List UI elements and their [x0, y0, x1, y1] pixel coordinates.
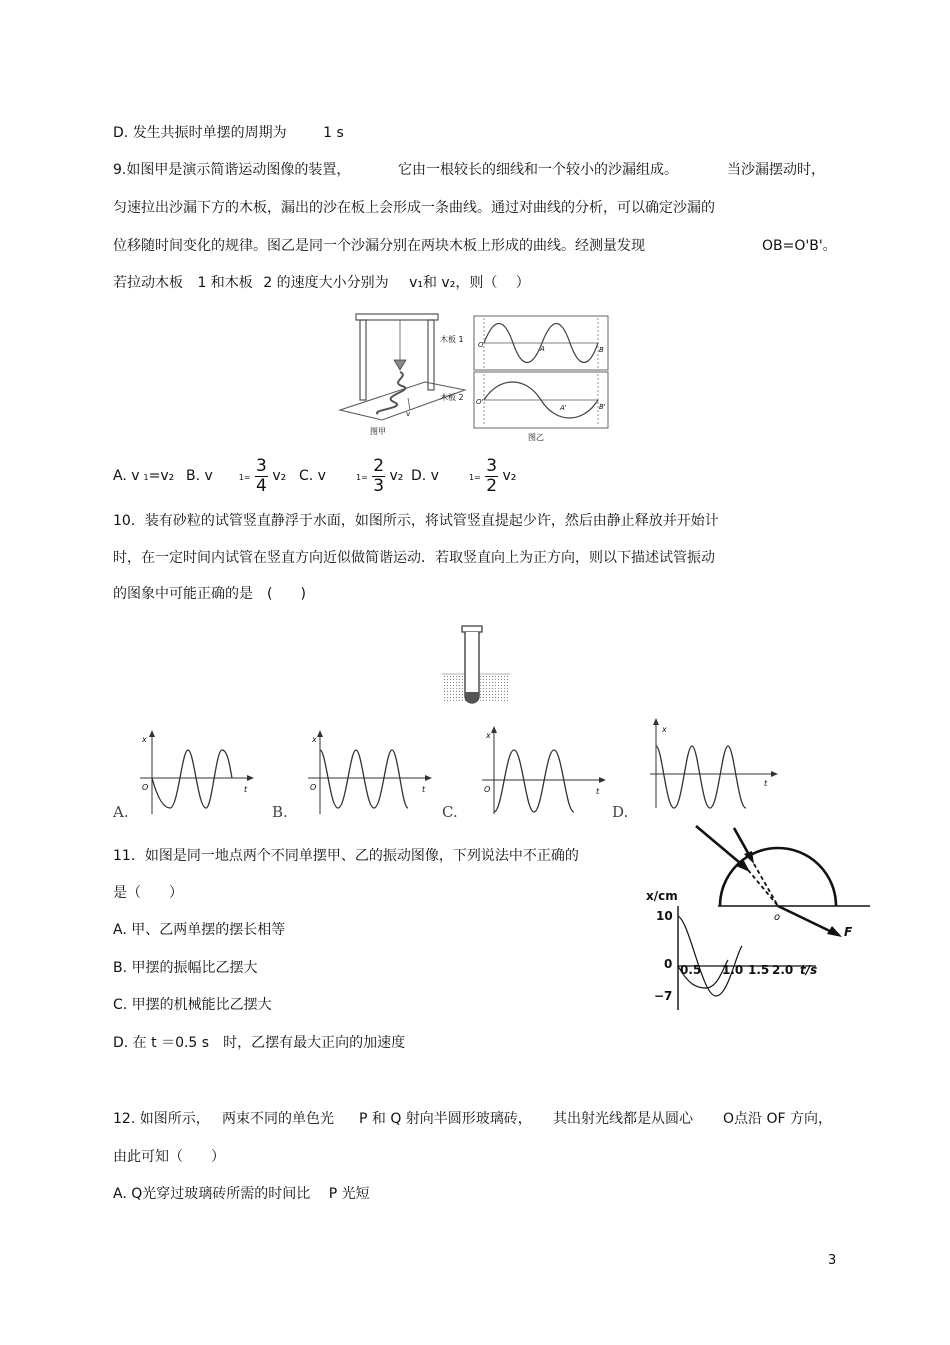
q9-option-c-fraction [372, 457, 385, 496]
q9-number: 9. [113, 162, 127, 178]
q10-graph-c-origin: O [484, 785, 491, 794]
q9-option-d-den: 2 [486, 475, 498, 496]
q9-fig-yi-caption: 图乙 [528, 433, 544, 442]
q9-option-b-label: B. v [186, 468, 213, 484]
q11-option-d: D. 在 t ＝0.5 s 时，乙摆有最大正向的加速度 [113, 1035, 406, 1051]
q9-option-b-eq: = [243, 473, 251, 482]
q9-option-d-tail: v₂ [502, 468, 517, 484]
q9-board1-label: 木板 1 [440, 335, 464, 344]
q8-option-d-label: D. [113, 125, 129, 141]
q10-line3: 的图象中可能正确的是 ( ) [113, 586, 306, 602]
q9-line4a: 若拉动木板 [113, 275, 183, 291]
q9-point-o: O [478, 341, 484, 349]
q9-line3b: OB=O'B'。 [762, 238, 837, 254]
q9-line1c: 当沙漏摆动时， [727, 162, 825, 178]
q9-line4 [113, 274, 530, 292]
q9-option-b-sub: 1 [238, 473, 244, 482]
q9-option-a-sub: 1 [143, 473, 149, 482]
q10-graph-b-t: t [422, 785, 426, 794]
q11-graph-y-bottom: −7 [654, 989, 673, 1003]
q9-fig-jia-caption: 图甲 [370, 427, 386, 436]
q9-line2: 匀速拉出沙漏下方的木板，漏出的沙在板上会形成一条曲线。通过对曲线的分析，可以确定沙漏的 [113, 200, 715, 216]
q10-option-d-label: D. [612, 803, 629, 821]
q9-option-c-num: 2 [373, 455, 385, 476]
q11-vibration-graph [644, 884, 820, 1014]
q12-center-o: o [774, 912, 781, 923]
q9-point-a2: A' [560, 404, 567, 412]
q10-line2: 时，在一定时间内试管在竖直方向近似做简谐运动．若取竖直向上为正方向，则以下描述试管振动 [113, 550, 715, 566]
q11-graph-tick-1-0: 1.0 [722, 963, 744, 977]
q9-line3a: 位移随时间变化的规律。图乙是同一个沙漏分别在两块木板上形成的曲线。经测量发现 [113, 238, 645, 254]
q9-line1a: 如图甲是演示简谐运动图像的装置， [126, 162, 351, 178]
q9-point-b: B [599, 346, 604, 354]
q10-option-c-label: C. [442, 803, 458, 821]
q9-option-d-label: D. v [411, 468, 439, 484]
q10-line1: 10．装有砂粒的试管竖直静浮于水面，如图所示，将试管竖直提起少许，然后由静止释放并开始计 [113, 513, 719, 529]
q9-line4b: 1 和木板 [197, 275, 253, 291]
q8-option-d-value: 1 s [323, 125, 344, 141]
q9-line4d: v₁和 v₂，则（ ） [409, 275, 530, 291]
q9-figure-yi [436, 312, 612, 442]
q11-option-a: A. 甲、乙两单摆的摆长相等 [113, 922, 286, 938]
q9-option-a-label: A. v [113, 468, 140, 484]
q10-graph-d [650, 716, 780, 812]
q9-velocity-label: v [406, 410, 411, 418]
q9-option-b-num: 3 [256, 455, 267, 476]
page-number: 3 [828, 1253, 837, 1268]
q9-point-b2: B' [599, 403, 606, 411]
q11-option-c: C. 甲摆的机械能比乙摆大 [113, 997, 272, 1013]
q10-graph-c-t: t [596, 787, 600, 796]
q10-graph-b-x: x [312, 735, 317, 744]
q10-graph-a-t: t [244, 785, 248, 794]
q9-option-c-tail: v₂ [389, 468, 404, 484]
q9-option-d-fraction [485, 457, 498, 496]
q10-option-a-label: A. [113, 803, 129, 821]
q9-option-b-tail: v₂ [272, 468, 287, 484]
q9-option-c-label: C. v [299, 468, 326, 484]
q12-option-a: A. Q光穿过玻璃砖所需的时间比 P 光短 [113, 1186, 370, 1202]
q9-line4c: 2 的速度大小分别为 [263, 275, 389, 291]
q9-board2-label: 木板 2 [440, 393, 464, 402]
q9-line1b: 它由一根较长的细线和一个较小的沙漏组成。 [398, 162, 678, 178]
q12-line1e: O点沿 OF 方向， [723, 1111, 832, 1127]
q11-option-b: B. 甲摆的振幅比乙摆大 [113, 960, 258, 976]
q10-graph-b-origin: O [310, 783, 317, 792]
q12-ray-f: F [844, 925, 853, 939]
q9-option-b [186, 456, 286, 498]
q11-graph-tick-2-0: 2.0 [772, 963, 794, 977]
q9-option-c-den: 3 [373, 475, 385, 496]
q8-option-d [113, 124, 344, 142]
q9-option-d [411, 456, 516, 498]
q11-graph-tick-1-5: 1.5 [748, 963, 770, 977]
q10-graph-d-x: x [662, 725, 667, 734]
q11-graph-ylabel: x/cm [646, 889, 678, 903]
q9-option-d-num: 3 [486, 455, 498, 476]
q9-line1 [113, 161, 350, 179]
q10-graph-d-t: t [764, 779, 768, 788]
q9-option-d-sub: 1 [468, 473, 475, 482]
q9-option-b-den: 4 [256, 475, 267, 496]
q9-option-d-eq: = [474, 473, 481, 482]
q11-graph-xlabel: t/s [800, 963, 818, 977]
q12-line1a: 12. 如图所示， [113, 1111, 210, 1127]
q9-option-c-eq: = [361, 473, 368, 482]
q12-line1b: 两束不同的单色光 [222, 1111, 334, 1127]
q10-test-tube-figure [440, 624, 512, 710]
q10-graph-c-x: x [486, 731, 491, 740]
q11-graph-tick-0-5: 0.5 [680, 963, 702, 977]
q10-graph-a [136, 728, 256, 820]
q10-graph-b [304, 728, 434, 820]
q9-option-b-fraction [255, 457, 268, 496]
q11-line2: 是（ ） [113, 885, 183, 901]
q10-graph-c [480, 724, 608, 818]
q8-option-d-text: 发生共振时单摆的周期为 [132, 125, 287, 141]
q9-point-o2: O' [476, 398, 484, 406]
q11-graph-y-top: 10 [656, 909, 673, 923]
q12-line2: 由此可知（ ） [113, 1149, 225, 1165]
q10-option-b-label: B. [272, 803, 288, 821]
q12-line1d: 其出射光线都是从圆心 [553, 1111, 693, 1127]
q9-option-a-rest: =v₂ [148, 468, 175, 484]
q9-option-c-sub: 1 [355, 473, 362, 482]
q10-graph-a-x: x [142, 735, 147, 744]
q12-line1c: P 和 Q 射向半圆形玻璃砖， [359, 1111, 532, 1127]
q9-point-a: A [540, 345, 545, 353]
q9-option-a [113, 467, 174, 487]
q9-option-c [299, 456, 403, 498]
q10-graph-a-origin: O [142, 783, 149, 792]
q11-line1: 11．如图是同一地点两个不同单摆甲、乙的振动图像，下列说法中不正确的 [113, 848, 579, 864]
q11-graph-y-zero: 0 [664, 957, 673, 971]
